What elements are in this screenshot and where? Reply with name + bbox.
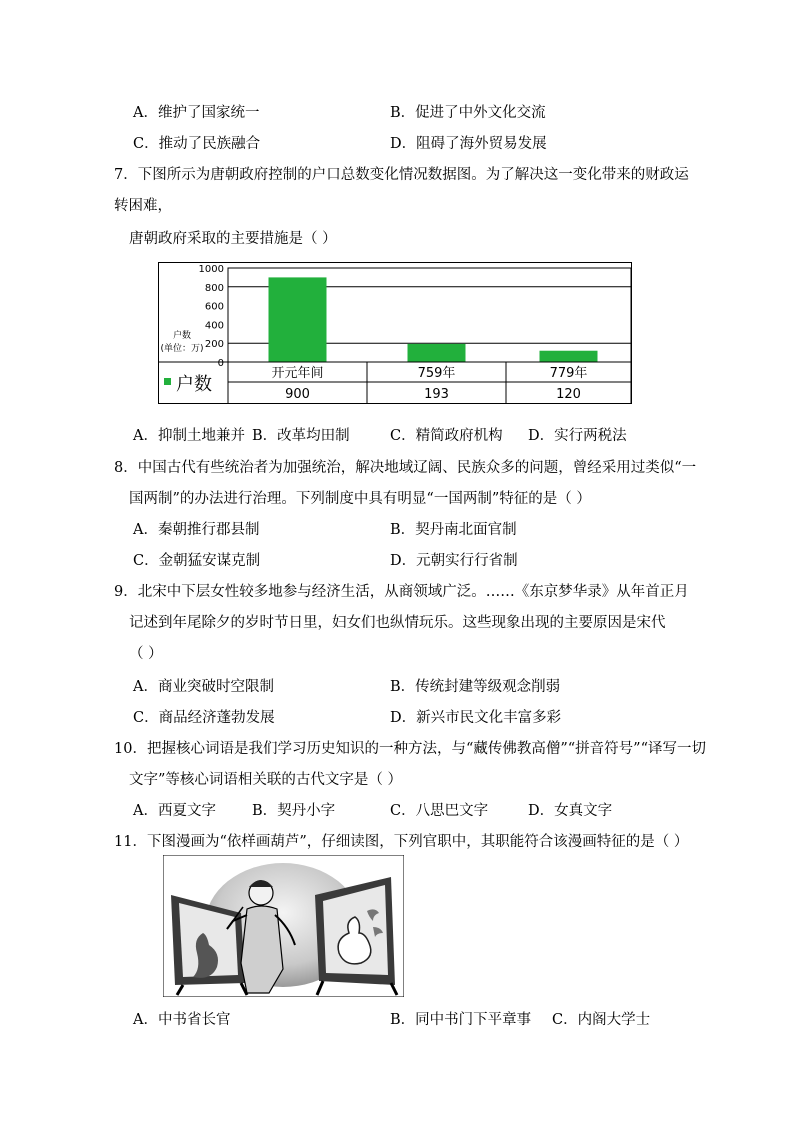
y-axis-label-line2: (单位：万) xyxy=(160,344,204,354)
gourd-cartoon-image xyxy=(163,855,404,997)
q6-option-b: B．促进了中外文化交流 xyxy=(390,105,546,121)
value-label-1: 193 xyxy=(424,387,449,402)
q11-option-a: A．中书省长官 xyxy=(133,1012,231,1028)
category-label-0: 开元年间 xyxy=(271,366,324,381)
legend-swatch xyxy=(164,378,171,385)
q7-option-b: B．改革均田制 xyxy=(252,428,350,444)
q9-stem-line2: 记述到年尾除夕的岁时节日里，妇女们也纵情玩乐。这些现象出现的主要原因是宋代 xyxy=(129,615,666,631)
q8-stem-line2: 国两制”的办法进行治理。下列制度中具有明显“一国两制”特征的是（ ） xyxy=(129,491,591,507)
q6-option-c: C．推动了民族融合 xyxy=(133,136,261,152)
q6-option-d: D．阻碍了海外贸易发展 xyxy=(390,136,547,152)
q10-stem-line1: 10．把握核心词语是我们学习历史知识的一种方法，与“藏传佛教高僧”“拼音符号”“译写一切 xyxy=(114,741,707,757)
q6-option-a: A．维护了国家统一 xyxy=(133,105,260,121)
q9-option-b: B．传统封建等级观念削弱 xyxy=(390,679,561,695)
q8-option-d: D．元朝实行行省制 xyxy=(390,553,518,569)
legend-label: 户数 xyxy=(176,374,212,395)
q10-stem-line2: 文字”等核心词语相关联的古代文字是（ ） xyxy=(129,772,403,788)
y-tick-label: 600 xyxy=(204,301,224,313)
q10-option-c: C．八思巴文字 xyxy=(390,803,489,819)
q10-option-d: D．女真文字 xyxy=(528,803,613,819)
bar-0 xyxy=(269,277,327,362)
y-axis-label-line1: 户数 xyxy=(172,331,192,341)
q7-stem-line1: 7．下图所示为唐朝政府控制的户口总数变化情况数据图。为了解决这一变化带来的财政运 xyxy=(114,167,689,183)
q8-option-a: A．秦朝推行郡县制 xyxy=(133,522,260,538)
q8-stem-line1: 8．中国古代有些统治者为加强统治，解决地域辽阔、民族众多的问题，曾经采用过类似“一 xyxy=(114,460,697,476)
y-tick-label: 800 xyxy=(204,282,224,294)
q10-option-b: B．契丹小字 xyxy=(252,803,336,819)
chart-svg xyxy=(158,262,632,404)
q9-option-c: C．商品经济蓬勃发展 xyxy=(133,710,275,726)
y-tick-label: 0 xyxy=(217,358,224,369)
y-tick-label: 1000 xyxy=(198,264,224,275)
bar-2 xyxy=(540,351,598,362)
y-tick-label: 200 xyxy=(204,339,224,351)
q8-option-c: C．金朝猛安谋克制 xyxy=(133,553,261,569)
q7-option-c: C．精简政府机构 xyxy=(390,428,503,444)
q9-stem-line1: 9．北宋中下层女性较多地参与经济生活，从商领域广泛。……《东京梦华录》从年首正月 xyxy=(114,584,689,600)
value-label-0: 900 xyxy=(285,387,310,402)
value-label-2: 120 xyxy=(556,387,581,402)
bar-1 xyxy=(408,344,466,362)
q11-option-c: C．内阁大学士 xyxy=(552,1012,651,1028)
q11-stem-line1: 11．下图漫画为“依样画葫芦”，仔细读图，下列官职中，其职能符合该漫画特征的是（ ） xyxy=(114,834,689,850)
category-label-2: 779年 xyxy=(549,366,588,381)
q8-option-b: B．契丹南北面官制 xyxy=(390,522,517,538)
q7-stem-line3: 唐朝政府采取的主要措施是（ ） xyxy=(129,231,337,247)
q7-option-a: A．抑制土地兼并 xyxy=(133,428,245,444)
category-label-1: 759年 xyxy=(417,366,456,381)
q11-option-b: B．同中书门下平章事 xyxy=(390,1012,532,1028)
q7-option-d: D．实行两税法 xyxy=(528,428,627,444)
q7-stem-line2: 转困难， xyxy=(114,198,172,214)
y-tick-label: 400 xyxy=(204,320,224,332)
q9-option-a: A．商业突破时空限制 xyxy=(133,679,274,695)
household-bar-chart xyxy=(158,262,632,404)
q9-stem-line3: （ ） xyxy=(129,646,163,662)
q9-option-d: D．新兴市民文化丰富多彩 xyxy=(390,710,562,726)
q10-option-a: A．西夏文字 xyxy=(133,803,216,819)
